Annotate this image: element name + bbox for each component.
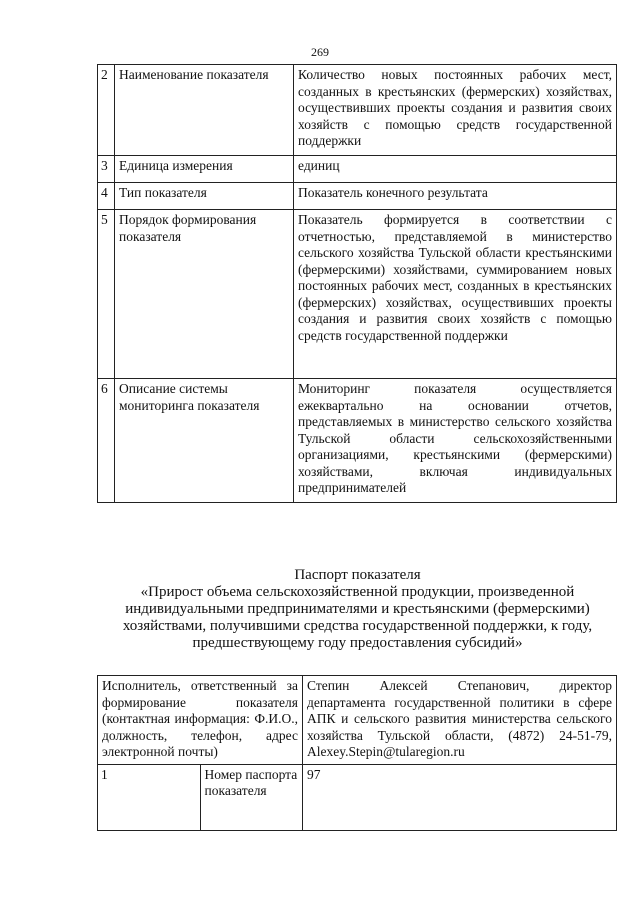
row-label: Тип показателя <box>115 183 294 210</box>
executor-label: Исполнитель, ответственный за формирование показателя (контактная информация: Ф.И.О., должность, телефон, адрес электронной почты) <box>98 676 303 765</box>
row-value: Мониторинг показателя осуществляется ежеквартально на основании отчетов, представляемых в министерство сельского хозяйства Тульской области сельскохозяйственными организациями, крестьянскими (фермерскими) хозяйствами, включая индивидуальных предпринимателей <box>294 379 617 503</box>
table-row <box>98 210 617 379</box>
passport-heading-block <box>100 567 615 652</box>
indicator-table <box>97 64 617 503</box>
table-row <box>98 764 617 830</box>
row-label: Описание системы мониторинга показателя <box>115 379 294 503</box>
row-value: 97 <box>303 764 617 830</box>
passport-heading: Паспорт показателя <box>294 567 421 583</box>
row-label: Единица измерения <box>115 156 294 183</box>
row-number: 1 <box>98 764 201 830</box>
table-row <box>98 379 617 503</box>
row-number: 3 <box>98 156 115 183</box>
row-number: 4 <box>98 183 115 210</box>
table-row <box>98 156 617 183</box>
row-value: единиц <box>294 156 617 183</box>
passport-table <box>97 675 617 831</box>
row-label: Наименование показателя <box>115 65 294 156</box>
row-value: Показатель формируется в соответствии с отчетностью, представляемой в министерство сельского хозяйства Тульской области крестьянскими (фермерскими) хозяйствами, суммированием новых постоянных рабочих мест, созданных в крестьянских (фермерских) хозяйствах, осуществивших проекты создания и развития своих хозяйств с помощью средств государственной поддержки <box>294 210 617 379</box>
row-label: Номер паспорта показателя <box>200 764 303 830</box>
row-number: 6 <box>98 379 115 503</box>
row-number: 5 <box>98 210 115 379</box>
executor-value: Степин Алексей Степанович, директор департамента государственной политики в сфере АПК и сельского развития министерства сельского хозяйства Тульской области, (4872) 24-51-79, Alexey.Stepin@tularegion.ru <box>303 676 617 765</box>
row-value: Показатель конечного результата <box>294 183 617 210</box>
row-value: Количество новых постоянных рабочих мест, созданных в крестьянских (фермерских) хозяйствах, осуществивших проекты создания и развития своих хозяйств с помощью средств государственной поддержки <box>294 65 617 156</box>
row-number: 2 <box>98 65 115 156</box>
table-row <box>98 676 617 765</box>
table-row <box>98 183 617 210</box>
passport-title: «Прирост объема сельскохозяйственной продукции, произведенной индивидуальными предпринимателями и крестьянскими (фермерскими) хозяйствами, получившими средства государственной поддержки, к году, предшествующему году предоставления субсидий» <box>122 584 593 651</box>
row-label: Порядок формирования показателя <box>115 210 294 379</box>
table-row <box>98 65 617 156</box>
page-number: 269 <box>311 45 329 59</box>
